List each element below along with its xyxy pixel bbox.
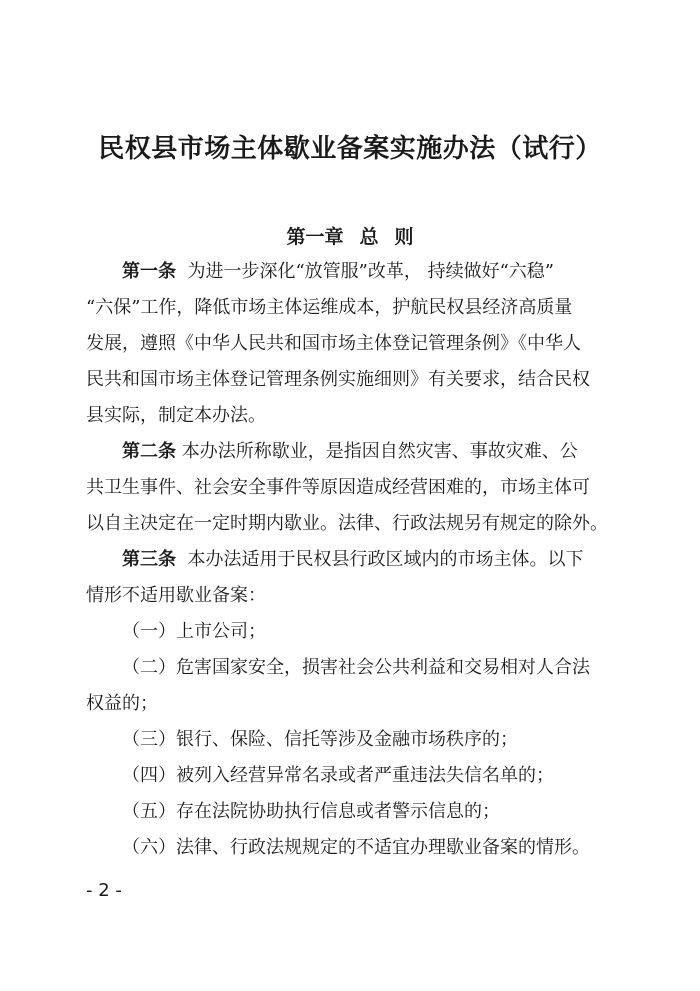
list-item: （一）上市公司； [122, 621, 266, 642]
chapter-number: 第一章 [286, 226, 344, 248]
article-1-label: 第一条 [122, 261, 176, 282]
article-1-line-5: 县实际，制定本办法。 [86, 405, 266, 426]
document-title: 民权县市场主体歇业备案实施办法（试行） [98, 134, 602, 164]
article-1-line-1 [86, 254, 626, 290]
article-2-label: 第二条 [122, 441, 176, 462]
article-1-text: 为进一步深化“放管服”改革， 持续做好“六稳” [187, 261, 554, 282]
chapter-heading [0, 222, 700, 249]
article-2-line-1 [86, 434, 626, 470]
article-1-line-3: 发展，遵照《中华人民共和国市场主体登记管理条例》《中华人 [86, 333, 581, 354]
chapter-name-part-1: 总 [359, 226, 379, 248]
article-3-line-2: 情形不适用歇业备案： [86, 585, 266, 606]
list-item: （四）被列入经营异常名录或者严重违法失信名单的； [122, 765, 554, 786]
article-3-label: 第三条 [122, 549, 176, 570]
list-item: （六）法律、行政法规规定的不适宜办理歇业备案的情形。 [122, 837, 590, 858]
page-number: - 2 - [86, 880, 122, 901]
list-item: （五）存在法院协助执行信息或者警示信息的； [122, 801, 500, 822]
article-1-line-2: “六保”工作，降低市场主体运维成本，护航民权县经济高质量 [86, 297, 573, 318]
article-3-line-1 [86, 542, 626, 578]
article-1-line-4: 民共和国市场主体登记管理条例实施细则》有关要求，结合民权 [86, 369, 590, 390]
article-3-text: 本办法适用于民权县行政区域内的市场主体。以下 [187, 549, 584, 570]
list-item-continuation: 权益的； [86, 693, 158, 714]
article-2-line-3: 以自主决定在一定时期内歇业。法律、行政法规另有规定的除外。 [86, 513, 608, 534]
chapter-name-part-2: 则 [394, 226, 414, 248]
list-item: （二）危害国家安全，损害社会公共利益和交易相对人合法 [122, 657, 590, 678]
article-2-text: 本办法所称歇业，是指因自然灾害、事故灾难、公 [181, 441, 578, 462]
list-item: （三）银行、保险、信托等涉及金融市场秩序的； [122, 729, 518, 750]
article-2-line-2: 共卫生事件、社会安全事件等原因造成经营困难的，市场主体可 [86, 477, 590, 498]
